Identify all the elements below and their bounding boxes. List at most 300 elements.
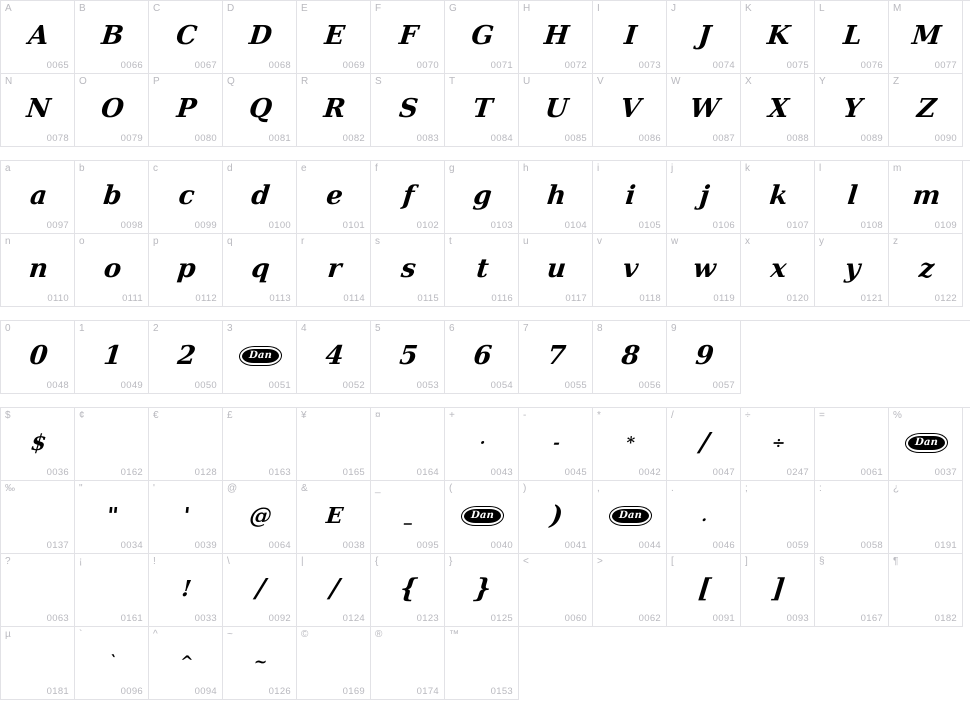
glyph-code-label: 0164	[416, 467, 439, 478]
glyph-cell[interactable]	[815, 408, 889, 481]
glyph-preview: k	[768, 181, 790, 211]
glyph-cell[interactable]	[741, 554, 815, 627]
glyph-cell[interactable]	[741, 481, 815, 554]
glyph-cell[interactable]	[445, 481, 519, 554]
block-separator	[0, 307, 970, 320]
glyph-code-label: 0114	[343, 293, 365, 304]
glyph-cell[interactable]	[75, 481, 149, 554]
glyph-preview: a	[28, 181, 49, 211]
glyph-code-label: 0059	[786, 540, 809, 551]
glyph-char-label: Q	[227, 76, 235, 87]
glyph-char-label: G	[449, 3, 457, 14]
glyph-char-label: d	[227, 163, 233, 174]
glyph-preview: V	[618, 94, 643, 124]
glyph-cell[interactable]	[371, 554, 445, 627]
glyph-code-label: 0050	[194, 380, 217, 391]
glyph-preview: 4	[323, 341, 346, 371]
glyph-code-label: 0046	[712, 540, 735, 551]
glyph-cell[interactable]	[149, 161, 223, 234]
glyph-char-label: V	[597, 76, 604, 87]
glyph-cell[interactable]	[75, 1, 149, 74]
glyph-cell[interactable]	[371, 74, 445, 147]
glyph-preview: s	[399, 254, 418, 284]
glyph-char-label: E	[301, 3, 308, 14]
glyph-cell[interactable]	[667, 554, 741, 627]
glyph-cell[interactable]	[223, 554, 297, 627]
glyph-char-label: )	[523, 483, 527, 494]
glyph-char-label: $	[5, 410, 11, 421]
glyph-code-label: 0067	[194, 60, 217, 71]
glyph-char-label: j	[671, 163, 674, 174]
glyph-cell[interactable]	[519, 481, 593, 554]
glyph-cell[interactable]	[1, 234, 75, 307]
glyph-char-label: v	[597, 236, 603, 247]
glyph-char-label: H	[523, 3, 531, 14]
glyph-code-label: 0079	[120, 133, 143, 144]
glyph-preview: J	[696, 21, 713, 51]
glyph-code-label: 0072	[564, 60, 587, 71]
glyph-preview: A	[26, 21, 51, 51]
glyph-preview: W	[688, 94, 721, 124]
glyph-code-label: 0105	[638, 220, 661, 231]
glyph-code-label: 0040	[490, 540, 513, 551]
glyph-cell[interactable]	[445, 321, 519, 394]
glyph-code-label: 0069	[342, 60, 365, 71]
glyph-cell[interactable]	[593, 408, 667, 481]
glyph-char-label: e	[301, 163, 307, 174]
glyph-cell[interactable]	[889, 554, 963, 627]
glyph-code-label: 0063	[46, 613, 69, 624]
glyph-cell[interactable]	[667, 234, 741, 307]
glyph-char-label: m	[893, 163, 902, 174]
glyph-char-label: ;	[745, 483, 748, 494]
glyph-preview: b	[101, 181, 124, 211]
glyph-preview: w	[691, 254, 718, 284]
glyph-preview: E	[323, 21, 347, 51]
glyph-code-label: 0118	[639, 293, 661, 304]
glyph-cell[interactable]	[297, 408, 371, 481]
glyph-preview: n	[27, 254, 50, 284]
glyph-code-label: 0086	[638, 133, 661, 144]
glyph-cell[interactable]	[593, 321, 667, 394]
glyph-cell[interactable]	[297, 554, 371, 627]
glyph-preview: R	[322, 94, 347, 124]
glyph-cell[interactable]	[75, 627, 149, 700]
glyph-cell[interactable]	[223, 74, 297, 147]
glyph-preview: /	[328, 574, 341, 604]
glyph-code-label: 0106	[712, 220, 735, 231]
glyph-preview: /	[698, 428, 711, 458]
glyph-code-label: 0126	[268, 686, 291, 697]
glyph-char-label: ¢	[79, 410, 85, 421]
glyph-preview: T	[471, 94, 494, 124]
glyph-char-label: O	[79, 76, 87, 87]
glyph-cell[interactable]	[667, 321, 741, 394]
glyph-cell[interactable]	[149, 481, 223, 554]
glyph-cell[interactable]	[223, 321, 297, 394]
glyph-preview: j	[698, 181, 711, 211]
glyph-preview: /	[254, 574, 267, 604]
glyph-cell[interactable]	[519, 554, 593, 627]
glyph-code-label: 0125	[490, 613, 513, 624]
glyph-cell[interactable]	[815, 481, 889, 554]
glyph-preview: l	[846, 181, 860, 211]
glyph-code-label: 0056	[638, 380, 661, 391]
glyph-preview: }	[472, 574, 493, 604]
glyph-cell[interactable]	[223, 161, 297, 234]
glyph-cell[interactable]	[519, 1, 593, 74]
glyph-code-label: 0055	[564, 380, 587, 391]
glyph-cell[interactable]	[297, 1, 371, 74]
glyph-cell[interactable]	[75, 161, 149, 234]
glyph-preview: F	[397, 21, 420, 51]
glyph-cell[interactable]	[297, 234, 371, 307]
glyph-cell[interactable]	[889, 408, 963, 481]
glyph-code-label: 0036	[46, 467, 69, 478]
glyph-char-label: ]	[745, 556, 748, 567]
glyph-char-label: §	[819, 556, 825, 567]
glyph-cell[interactable]	[889, 481, 963, 554]
glyph-code-label: 0038	[342, 540, 365, 551]
glyph-preview: {	[398, 574, 419, 604]
glyph-preview: D	[247, 21, 274, 51]
glyph-preview: 0	[27, 341, 50, 371]
glyph-code-label: 0099	[194, 220, 217, 231]
glyph-preview: N	[25, 94, 53, 124]
glyph-cell[interactable]	[593, 481, 667, 554]
glyph-preview: r	[326, 254, 344, 284]
glyph-cell[interactable]	[667, 1, 741, 74]
glyph-code-label: 0060	[564, 613, 587, 624]
glyph-cell[interactable]	[297, 74, 371, 147]
glyph-preview: X	[766, 94, 791, 124]
glyph-char-label: `	[79, 629, 83, 640]
glyph-char-label: .	[671, 483, 674, 494]
glyph-char-label: "	[79, 483, 83, 494]
glyph-cell[interactable]	[149, 1, 223, 74]
missing-glyph-mark: Dan	[905, 434, 947, 452]
glyph-code-label: 0181	[46, 686, 69, 697]
glyph-preview: ]	[770, 574, 787, 604]
glyph-code-label: 0102	[416, 220, 439, 231]
glyph-cell[interactable]	[75, 408, 149, 481]
glyph-cell[interactable]	[667, 74, 741, 147]
glyph-cell[interactable]	[1, 321, 75, 394]
glyph-cell[interactable]	[371, 321, 445, 394]
glyph-cell[interactable]	[519, 161, 593, 234]
glyph-cell[interactable]	[815, 161, 889, 234]
glyph-cell[interactable]	[1, 74, 75, 147]
glyph-char-label: ®	[375, 629, 383, 640]
glyph-preview: 8	[619, 341, 642, 371]
glyph-code-label: 0121	[860, 293, 883, 304]
glyph-preview: *	[625, 433, 636, 452]
glyph-cell[interactable]	[593, 161, 667, 234]
glyph-char-label: ^	[153, 629, 158, 640]
glyph-cell[interactable]	[75, 554, 149, 627]
glyph-code-label: 0153	[490, 686, 513, 697]
glyph-preview: p	[175, 254, 198, 284]
block-separator	[0, 147, 970, 160]
glyph-char-label: R	[301, 76, 309, 87]
glyph-cell[interactable]	[741, 74, 815, 147]
glyph-preview: v	[621, 254, 640, 284]
glyph-preview: t	[475, 254, 491, 284]
glyph-char-label: €	[153, 410, 159, 421]
glyph-cell[interactable]	[445, 627, 519, 700]
glyph-char-label: ‰	[5, 483, 16, 494]
glyph-char-label: ©	[301, 629, 309, 640]
glyph-cell[interactable]	[1, 554, 75, 627]
glyph-preview: .	[700, 506, 709, 525]
glyph-char-label: X	[745, 76, 752, 87]
glyph-preview: G	[469, 21, 496, 51]
glyph-char-label: y	[819, 236, 825, 247]
glyph-char-label: s	[375, 236, 381, 247]
glyph-code-label: 0097	[46, 220, 69, 231]
glyph-char-label: b	[79, 163, 85, 174]
glyph-code-label: 0090	[934, 133, 957, 144]
glyph-preview: "	[105, 503, 120, 529]
glyph-char-label: g	[449, 163, 455, 174]
glyph-cell[interactable]	[371, 161, 445, 234]
glyph-cell[interactable]	[889, 161, 963, 234]
glyph-cell[interactable]	[519, 321, 593, 394]
glyph-cell[interactable]	[667, 161, 741, 234]
glyph-preview: S	[397, 94, 420, 124]
glyph-preview: `	[107, 652, 118, 671]
glyph-char-label: 2	[153, 323, 159, 334]
glyph-cell[interactable]	[593, 1, 667, 74]
glyph-char-label: (	[449, 483, 453, 494]
missing-glyph-mark: Dan	[239, 347, 281, 365]
glyph-code-label: 0092	[268, 613, 291, 624]
glyph-code-label: 0123	[416, 613, 439, 624]
glyph-preview: 6	[471, 341, 494, 371]
glyph-cell[interactable]	[593, 234, 667, 307]
glyph-char-label: p	[153, 236, 159, 247]
glyph-code-label: 0077	[934, 60, 957, 71]
glyph-cell[interactable]	[371, 627, 445, 700]
glyph-code-label: 0095	[416, 540, 439, 551]
glyph-preview: I	[622, 21, 639, 51]
glyph-cell[interactable]	[815, 234, 889, 307]
glyph-cell[interactable]	[371, 1, 445, 74]
glyph-code-label: 0093	[786, 613, 809, 624]
glyph-cell[interactable]	[297, 627, 371, 700]
glyph-code-label: 0070	[416, 60, 439, 71]
glyph-preview: B	[100, 21, 126, 51]
glyph-cell[interactable]	[741, 234, 815, 307]
glyph-preview: d	[249, 181, 272, 211]
glyph-cell[interactable]	[593, 554, 667, 627]
glyph-code-label: 0081	[268, 133, 291, 144]
glyph-cell[interactable]	[445, 1, 519, 74]
glyph-cell[interactable]	[297, 481, 371, 554]
glyph-cell[interactable]	[1, 161, 75, 234]
glyph-cell[interactable]	[297, 161, 371, 234]
glyph-code-label: 0117	[565, 293, 587, 304]
glyph-cell[interactable]	[223, 627, 297, 700]
glyph-char-label: £	[227, 410, 233, 421]
glyph-char-label: i	[597, 163, 600, 174]
glyph-cell[interactable]	[519, 408, 593, 481]
glyph-char-label: &	[301, 483, 308, 494]
glyph-char-label: B	[79, 3, 86, 14]
glyph-cell[interactable]	[667, 408, 741, 481]
glyph-cell[interactable]	[667, 481, 741, 554]
glyph-char-label: A	[5, 3, 12, 14]
glyph-code-label: 0078	[46, 133, 69, 144]
glyph-cell[interactable]	[149, 627, 223, 700]
glyph-code-label: 0122	[934, 293, 957, 304]
glyph-cell[interactable]	[815, 1, 889, 74]
glyph-code-label: 0065	[46, 60, 69, 71]
glyph-cell[interactable]	[371, 234, 445, 307]
glyph-char-label: D	[227, 3, 235, 14]
glyph-char-label: ¡	[79, 556, 83, 567]
glyph-cell[interactable]	[75, 234, 149, 307]
glyph-code-label: 0087	[712, 133, 735, 144]
glyph-char-label: :	[819, 483, 822, 494]
glyph-cell[interactable]	[445, 161, 519, 234]
glyph-preview: O	[99, 94, 126, 124]
glyph-code-label: 0084	[490, 133, 513, 144]
glyph-cell[interactable]	[815, 554, 889, 627]
glyph-char-label: L	[819, 3, 825, 14]
glyph-cell[interactable]	[223, 481, 297, 554]
glyph-cell[interactable]	[445, 74, 519, 147]
glyph-cell[interactable]	[519, 234, 593, 307]
glyph-preview: 7	[545, 341, 568, 371]
glyph-char-label: U	[523, 76, 531, 87]
glyph-char-label: 9	[671, 323, 677, 334]
glyph-cell[interactable]	[1, 1, 75, 74]
glyph-preview: i	[624, 181, 638, 211]
glyph-block-digits	[0, 320, 970, 394]
glyph-code-label: 0058	[860, 540, 883, 551]
glyph-cell[interactable]	[149, 408, 223, 481]
glyph-cell[interactable]	[75, 321, 149, 394]
missing-glyph-mark: Dan	[461, 507, 503, 525]
glyph-code-label: 0101	[342, 220, 365, 231]
glyph-code-label: 0043	[490, 467, 513, 478]
glyph-code-label: 0088	[786, 133, 809, 144]
glyph-preview: K	[765, 21, 792, 51]
glyph-code-label: 0124	[342, 613, 365, 624]
glyph-char-label: a	[5, 163, 11, 174]
glyph-preview: U	[543, 94, 570, 124]
glyph-preview: h	[545, 181, 568, 211]
glyph-code-label: 0075	[786, 60, 809, 71]
glyph-cell[interactable]	[741, 1, 815, 74]
glyph-char-label: 6	[449, 323, 455, 334]
glyph-char-label: 3	[227, 323, 233, 334]
glyph-preview: -	[552, 433, 561, 452]
glyph-preview: ~	[252, 652, 269, 671]
glyph-cell[interactable]	[1, 481, 75, 554]
glyph-char-label: K	[745, 3, 752, 14]
glyph-cell[interactable]	[741, 161, 815, 234]
glyph-preview: g	[471, 181, 494, 211]
glyph-char-label: N	[5, 76, 13, 87]
glyph-code-label: 0169	[342, 686, 365, 697]
glyph-cell[interactable]	[1, 408, 75, 481]
glyph-char-label: w	[671, 236, 679, 247]
glyph-cell[interactable]	[889, 234, 963, 307]
glyph-cell[interactable]	[519, 74, 593, 147]
glyph-char-label: k	[745, 163, 751, 174]
glyph-code-label: 0116	[491, 293, 513, 304]
glyph-cell[interactable]	[815, 74, 889, 147]
glyph-preview: y	[843, 254, 862, 284]
glyph-char-label: t	[449, 236, 452, 247]
glyph-preview: z	[917, 254, 936, 284]
glyph-code-label: 0064	[268, 540, 291, 551]
glyph-char-label: ,	[597, 483, 600, 494]
glyph-cell[interactable]	[593, 74, 667, 147]
glyph-cell[interactable]	[889, 74, 963, 147]
glyph-code-label: 0085	[564, 133, 587, 144]
glyph-char-label: r	[301, 236, 305, 247]
glyph-code-label: 0109	[934, 220, 957, 231]
glyph-code-label: 0096	[120, 686, 143, 697]
glyph-cell[interactable]	[371, 481, 445, 554]
glyph-char-label: ™	[449, 629, 460, 640]
glyph-char-label: x	[745, 236, 751, 247]
glyph-cell[interactable]	[741, 408, 815, 481]
glyph-code-label: 0174	[416, 686, 439, 697]
glyph-cell[interactable]	[149, 554, 223, 627]
glyph-cell[interactable]	[445, 554, 519, 627]
glyph-code-label: 0182	[934, 613, 957, 624]
glyph-cell[interactable]	[149, 74, 223, 147]
glyph-char-label: ÷	[745, 410, 751, 421]
glyph-preview: u	[545, 254, 568, 284]
glyph-preview: )	[548, 501, 565, 531]
glyph-code-label: 0034	[120, 540, 143, 551]
glyph-cell[interactable]	[445, 408, 519, 481]
glyph-char-label: u	[523, 236, 529, 247]
glyph-cell[interactable]	[223, 408, 297, 481]
glyph-cell[interactable]	[223, 1, 297, 74]
glyph-cell[interactable]	[149, 321, 223, 394]
glyph-preview: m	[911, 181, 942, 211]
glyph-preview: 2	[175, 341, 198, 371]
glyph-char-label: c	[153, 163, 159, 174]
glyph-cell[interactable]	[371, 408, 445, 481]
glyph-cell[interactable]	[75, 74, 149, 147]
glyph-cell[interactable]	[889, 1, 963, 74]
glyph-char-label: ?	[5, 556, 11, 567]
glyph-code-label: 0057	[712, 380, 735, 391]
glyph-char-label: '	[153, 483, 156, 494]
glyph-char-label: +	[449, 410, 456, 421]
glyph-code-label: 0111	[122, 293, 143, 304]
glyph-char-label: F	[375, 3, 382, 14]
glyph-char-label: o	[79, 236, 85, 247]
glyph-cell[interactable]	[445, 234, 519, 307]
glyph-cell[interactable]	[297, 321, 371, 394]
glyph-char-label: >	[597, 556, 604, 567]
glyph-code-label: 0089	[860, 133, 883, 144]
glyph-code-label: 0048	[46, 380, 69, 391]
glyph-block-lowercase-latin	[0, 160, 970, 307]
glyph-cell[interactable]	[1, 627, 75, 700]
glyph-cell[interactable]	[223, 234, 297, 307]
glyph-preview: ·	[478, 433, 487, 452]
glyph-cell[interactable]	[149, 234, 223, 307]
